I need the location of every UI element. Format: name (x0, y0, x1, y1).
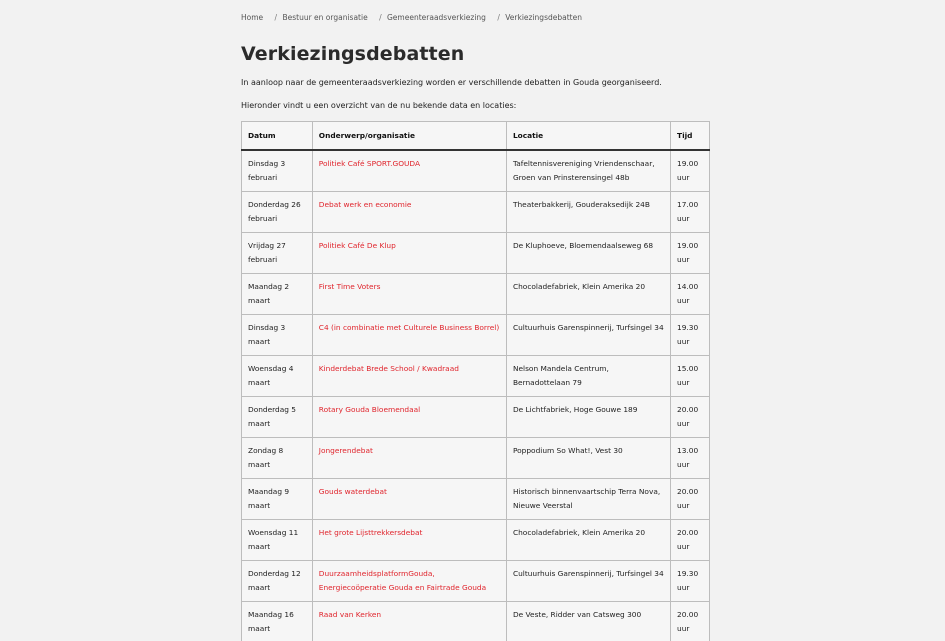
table-row (242, 561, 710, 602)
topic-link[interactable]: C4 (in combinatie met Culturele Business Borrel) (318, 323, 500, 332)
page-title: Verkiezingsdebatten (241, 43, 465, 65)
table-row (242, 274, 710, 315)
cell-time: 19.30 uur (671, 315, 710, 356)
table-row (242, 602, 710, 641)
table-row (242, 397, 710, 438)
table-row (242, 520, 710, 561)
cell-topic (312, 561, 506, 602)
cell-topic (312, 274, 506, 315)
cell-topic (312, 233, 506, 274)
cell-date: Donderdag 12 maart (242, 561, 313, 602)
table-body (242, 150, 710, 641)
cell-time: 13.00 uur (671, 438, 710, 479)
breadcrumb-separator: / (379, 13, 382, 22)
table-header-row (242, 122, 710, 151)
cell-date: Maandag 9 maart (242, 479, 313, 520)
topic-link[interactable]: Rotary Gouda Bloemendaal (318, 405, 421, 414)
table-row (242, 356, 710, 397)
topic-link[interactable]: Politiek Café SPORT.GOUDA (318, 159, 421, 168)
topic-link[interactable]: Debat werk en economie (318, 200, 412, 209)
cell-time: 19.00 uur (671, 233, 710, 274)
header-date: Datum (242, 122, 313, 151)
cell-topic (312, 150, 506, 192)
cell-topic (312, 438, 506, 479)
cell-time: 20.00 uur (671, 479, 710, 520)
cell-location: Theaterbakkerij, Gouderaksedijk 24B (506, 192, 670, 233)
cell-location: Chocoladefabriek, Klein Amerika 20 (506, 274, 670, 315)
cell-location: Tafeltennisvereniging Vriendenschaar, Groen van Prinsterensingel 48b (506, 150, 670, 192)
table-row (242, 150, 710, 192)
cell-date: Woensdag 4 maart (242, 356, 313, 397)
topic-link[interactable]: Kinderdebat Brede School / Kwadraad (318, 364, 459, 373)
debates-table (241, 121, 710, 641)
cell-topic (312, 192, 506, 233)
table-row (242, 438, 710, 479)
topic-link[interactable]: Jongerendebat (318, 446, 373, 455)
cell-date: Dinsdag 3 februari (242, 150, 313, 192)
table-row (242, 315, 710, 356)
cell-topic (312, 520, 506, 561)
cell-time: 19.00 uur (671, 150, 710, 192)
topic-link[interactable]: Gouds waterdebat (318, 487, 387, 496)
cell-date: Donderdag 5 maart (242, 397, 313, 438)
topic-link[interactable]: First Time Voters (318, 282, 381, 291)
overview-text: Hieronder vindt u een overzicht van de nu bekende data en locaties: (241, 101, 517, 110)
cell-topic (312, 602, 506, 641)
cell-location: Historisch binnenvaartschip Terra Nova, Nieuwe Veerstal (506, 479, 670, 520)
topic-link[interactable]: Politiek Café De Klup (318, 241, 396, 250)
cell-date: Vrijdag 27 februari (242, 233, 313, 274)
cell-location: Nelson Mandela Centrum, Bernadottelaan 79 (506, 356, 670, 397)
table-row (242, 233, 710, 274)
cell-location: De Kluphoeve, Bloemendaalseweg 68 (506, 233, 670, 274)
cell-topic (312, 479, 506, 520)
cell-location: Cultuurhuis Garenspinnerij, Turfsingel 34 (506, 561, 670, 602)
cell-location: Chocoladefabriek, Klein Amerika 20 (506, 520, 670, 561)
table-row (242, 192, 710, 233)
cell-date: Woensdag 11 maart (242, 520, 313, 561)
breadcrumb-home[interactable]: Home (241, 13, 264, 22)
table-row (242, 479, 710, 520)
cell-location: De Lichtfabriek, Hoge Gouwe 189 (506, 397, 670, 438)
cell-time: 19.30 uur (671, 561, 710, 602)
cell-topic (312, 315, 506, 356)
breadcrumb-bestuur[interactable]: Bestuur en organisatie (282, 13, 368, 22)
breadcrumb-separator: / (274, 13, 278, 22)
cell-location: Cultuurhuis Garenspinnerij, Turfsingel 34 (506, 315, 670, 356)
cell-time: 20.00 uur (671, 397, 710, 438)
breadcrumb-current: Verkiezingsdebatten (505, 13, 582, 22)
breadcrumb-separator: / (497, 13, 500, 22)
cell-time: 15.00 uur (671, 356, 710, 397)
topic-link[interactable]: Raad van Kerken (318, 610, 382, 619)
cell-time: 20.00 uur (671, 520, 710, 561)
header-topic: Onderwerp/organisatie (312, 122, 506, 151)
cell-time: 14.00 uur (671, 274, 710, 315)
cell-topic (312, 397, 506, 438)
breadcrumb-gemeenteraadsverkiezing[interactable]: Gemeenteraadsverkiezing (387, 13, 486, 22)
topic-link[interactable]: DuurzaamheidsplatformGouda, Energiecoöperatie Gouda en Fairtrade Gouda (318, 569, 487, 592)
header-time: Tijd (671, 122, 710, 151)
cell-date: Maandag 2 maart (242, 274, 313, 315)
breadcrumb (241, 13, 582, 22)
topic-link[interactable]: Het grote Lijsttrekkersdebat (318, 528, 423, 537)
cell-time: 20.00 uur (671, 602, 710, 641)
header-location: Locatie (506, 122, 670, 151)
cell-date: Donderdag 26 februari (242, 192, 313, 233)
cell-topic (312, 356, 506, 397)
cell-date: Dinsdag 3 maart (242, 315, 313, 356)
cell-date: Zondag 8 maart (242, 438, 313, 479)
cell-location: Poppodium So What!, Vest 30 (506, 438, 670, 479)
cell-time: 17.00 uur (671, 192, 710, 233)
cell-date: Maandag 16 maart (242, 602, 313, 641)
intro-text: In aanloop naar de gemeenteraadsverkiezing worden er verschillende debatten in Gouda georganiseerd. (241, 78, 662, 87)
cell-location: De Veste, Ridder van Catsweg 300 (506, 602, 670, 641)
